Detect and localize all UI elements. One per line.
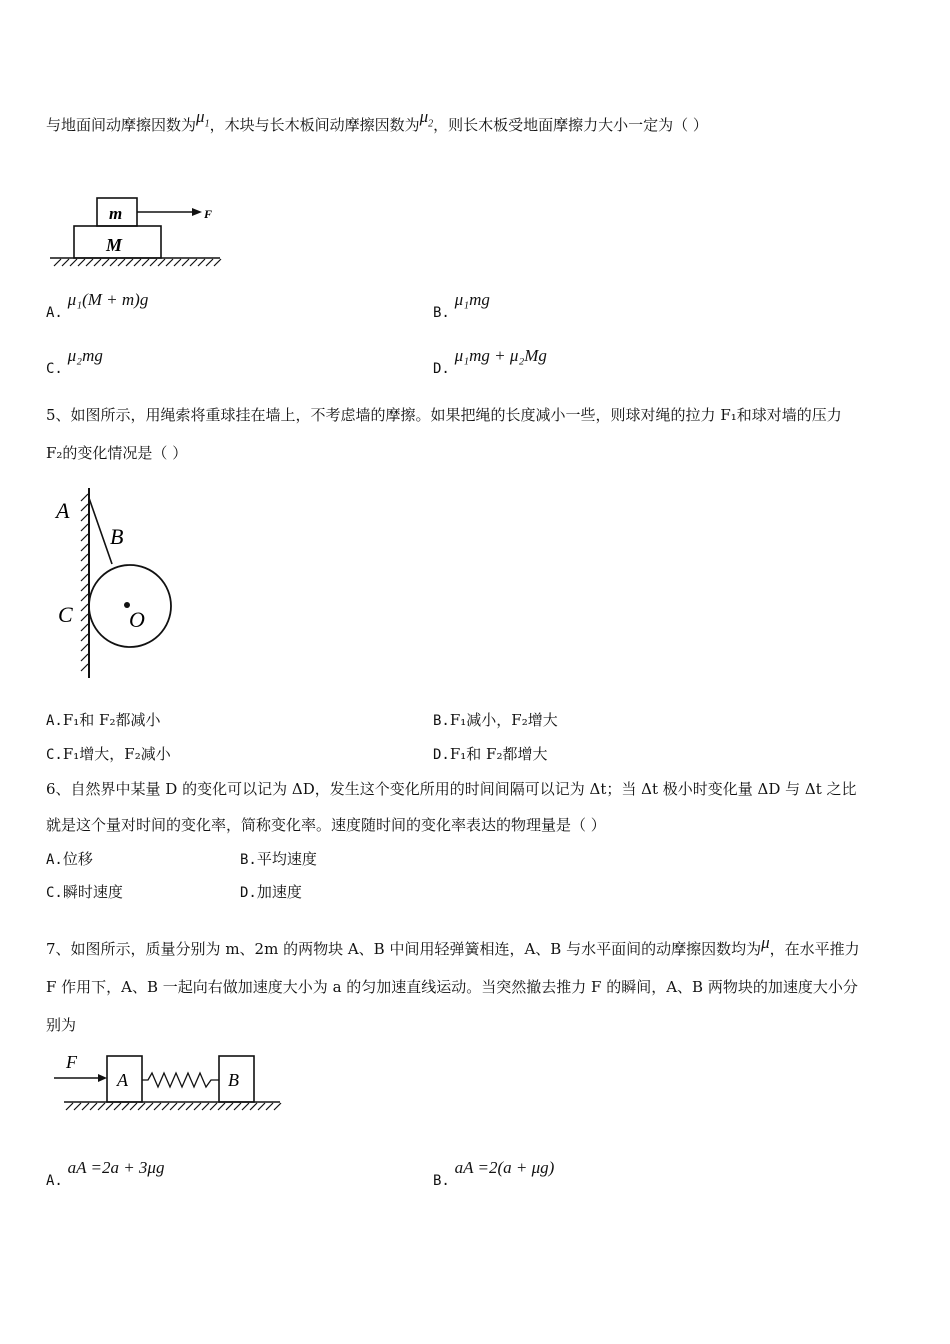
q4-block-m-label: m xyxy=(109,204,123,223)
q7-figure-spring-blocks xyxy=(50,1050,290,1114)
q5-option-d[interactable]: D.F₁和 F₂都增大 xyxy=(433,745,548,763)
q4-option-b-expr: μ₁mg xyxy=(454,290,490,309)
q4-mu2: $\mu_2$ xyxy=(419,107,434,130)
q7-mu: μ xyxy=(761,933,770,952)
q5-figure-wall-ball xyxy=(52,484,182,684)
q7-stem-line1-b: ，在水平推力 xyxy=(769,940,860,958)
q6-option-b-text: 平均速度 xyxy=(256,850,317,868)
q4-option-b[interactable]: B. μ₁mg xyxy=(433,290,490,321)
q6-option-c-text: 瞬时速度 xyxy=(62,883,123,901)
q4-block-M-label: M xyxy=(106,235,123,255)
q5-option-c[interactable]: C.F₁增大，F₂减小 xyxy=(46,745,171,763)
q4-mu1: $\mu_1$ xyxy=(196,107,210,130)
q4-option-a[interactable]: A. μ₁(M + m)g xyxy=(46,290,149,321)
q4-stem xyxy=(46,107,708,137)
q4-figure-blocks xyxy=(44,192,234,274)
q7-block-a-label: A xyxy=(117,1070,128,1090)
q7-option-a[interactable]: A. aA =2a + 3μg xyxy=(46,1158,165,1189)
q5-option-b[interactable]: B.F₁减小，F₂增大 xyxy=(433,711,558,729)
q4-force-label: F xyxy=(204,207,213,221)
q7-option-a-expr: aA =2a + 3μg xyxy=(67,1158,165,1177)
q4-stem-a: 与地面间动摩擦因数为 xyxy=(46,116,197,134)
q6-option-b[interactable]: B.平均速度 xyxy=(240,850,317,868)
q7-option-b-expr: aA =2(a + μg) xyxy=(454,1158,555,1177)
q7-force-label: F xyxy=(66,1052,77,1072)
q5-label-c: C xyxy=(58,602,73,627)
q5-stem-line1: 5、如图所示，用绳索将重球挂在墙上，不考虑墙的摩擦。如果把绳的长度减小一些，则球对绳的拉力 F₁和球对墙的压力 xyxy=(46,406,842,424)
q7-stem-line2: F 作用下，A、B 一起向右做加速度大小为 a 的匀加速直线运动。当突然撤去推力 F 的瞬间，A、B 两物块的加速度大小分 xyxy=(46,978,858,996)
q6-option-a[interactable]: A.位移 xyxy=(46,850,93,868)
q5-option-d-text: F₁和 F₂都增大 xyxy=(449,745,548,763)
q6-option-a-text: 位移 xyxy=(62,850,93,868)
q7-block-b-label: B xyxy=(228,1070,239,1090)
q6-option-d-text: 加速度 xyxy=(256,883,302,901)
q5-option-b-text: F₁减小，F₂增大 xyxy=(449,711,558,729)
q7-stem-line1 xyxy=(46,933,860,959)
q7-stem-line1-a: 7、如图所示，质量分别为 m、2m 的两物块 A、B 中间用轻弹簧相连，A、B 与水平面间的动摩擦因数均为 xyxy=(46,940,762,958)
q6-option-d[interactable]: D.加速度 xyxy=(240,883,302,901)
q7-option-b[interactable]: B. aA =2(a + μg) xyxy=(433,1158,555,1189)
q4-option-d-expr: μ₁mg + μ₂Mg xyxy=(454,346,547,365)
q6-stem-line2: 就是这个量对时间的变化率，简称变化率。速度随时间的变化率表达的物理量是（ ） xyxy=(46,816,606,834)
q4-stem-b: ，木块与长木板间动摩擦因数为 xyxy=(209,116,420,134)
q4-option-d[interactable]: D. μ₁mg + μ₂Mg xyxy=(433,346,547,377)
q5-label-b: B xyxy=(110,524,124,549)
q5-option-c-text: F₁增大，F₂减小 xyxy=(62,745,171,763)
q4-option-c[interactable]: C. μ₂mg xyxy=(46,346,103,377)
q5-stem-line2: F₂的变化情况是（ ） xyxy=(46,444,188,462)
q6-option-c[interactable]: C.瞬时速度 xyxy=(46,883,123,901)
q5-option-a-text: F₁和 F₂都减小 xyxy=(62,711,161,729)
q7-stem-line3: 别为 xyxy=(46,1016,77,1034)
q4-option-c-expr: μ₂mg xyxy=(67,346,103,365)
q4-stem-c: ，则长木板受地面摩擦力大小一定为（ ） xyxy=(433,116,708,134)
q5-label-a: A xyxy=(56,498,70,523)
q6-stem-line1: 6、自然界中某量 D 的变化可以记为 ΔD，发生这个变化所用的时间间隔可以记为 Δt；当 Δt 极小时变化量 ΔD 与 Δt 之比 xyxy=(46,780,857,798)
q5-option-a[interactable]: A.F₁和 F₂都减小 xyxy=(46,711,161,729)
q4-option-a-expr: μ₁(M + m)g xyxy=(67,290,149,309)
q5-label-o: O xyxy=(129,607,145,632)
